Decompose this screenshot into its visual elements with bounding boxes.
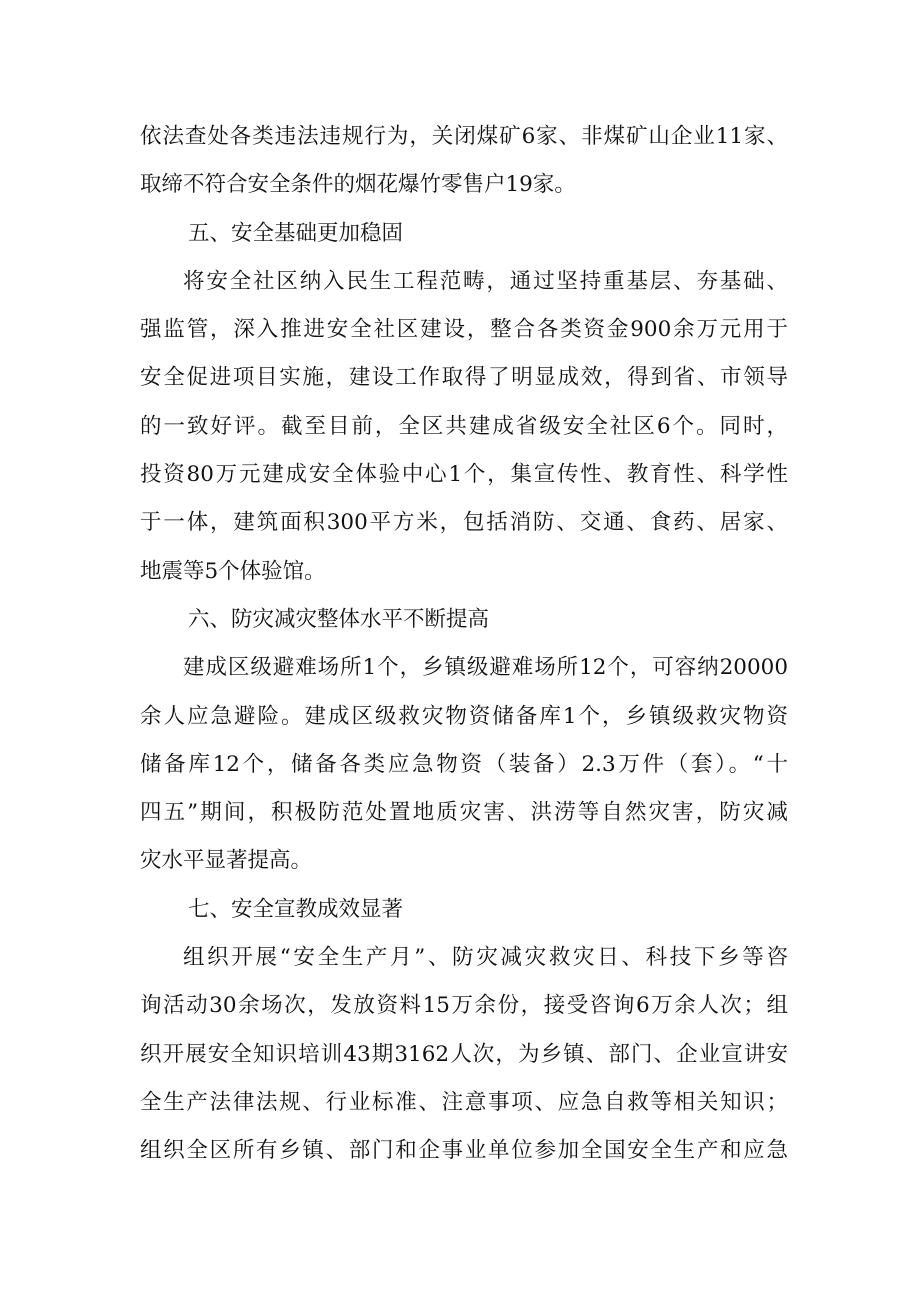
text-line: 于一体，建筑面积300平方米，包括消防、交通、食药、居家、: [140, 510, 788, 536]
text-line: 组织全区所有乡镇、部门和企事业单位参加全国安全生产和应急: [140, 1138, 788, 1164]
text-line: 依法查处各类违法违规行为，关闭煤矿6家、非煤矿山企业11家、: [140, 124, 788, 149]
text-line: 建成区级避难场所1个，乡镇级避难场所12个，可容纳20000: [183, 655, 788, 681]
text-line: 组织开展“安全生产月”、防灾减灾救灾日、科技下乡等咨: [183, 945, 788, 971]
text-line: 投资80万元建成安全体验中心1个，集宣传性、教育性、科学性: [140, 462, 788, 488]
text-line: 织开展安全知识培训43期3162人次，为乡镇、部门、企业宣讲安: [140, 1041, 788, 1067]
text-line: 的一致好评。截至目前，全区共建成省级安全社区6个。同时，: [140, 413, 788, 439]
section-heading: 七、安全宣教成效显著: [188, 896, 404, 922]
text-line: 强监管，深入推进安全社区建设，整合各类资金900余万元用于: [140, 317, 788, 343]
text-line: 余人应急避险。建成区级救灾物资储备库1个，乡镇级救灾物资: [140, 703, 788, 729]
text-line: 全生产法律法规、行业标准、注意事项、应急自救等相关知识；: [140, 1089, 788, 1115]
text-line: 安全促进项目实施，建设工作取得了明显成效，得到省、市领导: [140, 365, 788, 391]
text-line: 灾水平显著提高。: [140, 848, 313, 874]
text-line: 储备库12个，储备各类应急物资（装备）2.3万件（套）。“十: [140, 751, 788, 777]
document-page: [140, 113, 788, 1176]
text-line: 取缔不符合安全条件的烟花爆竹零售户19家。: [140, 172, 576, 198]
text-line: 地震等5个体验馆。: [140, 558, 326, 584]
text-line: 询活动30余场次，发放资料15万余份，接受咨询6万余人次；组: [140, 993, 788, 1019]
section-heading: 五、安全基础更加稳固: [188, 220, 404, 246]
text-line: 四五”期间，积极防范处置地质灾害、洪涝等自然灾害，防灾减: [140, 800, 788, 826]
text-line: 将安全社区纳入民生工程范畴，通过坚持重基层、夯基础、: [183, 268, 788, 294]
section-heading: 六、防灾减灾整体水平不断提高: [188, 606, 490, 632]
